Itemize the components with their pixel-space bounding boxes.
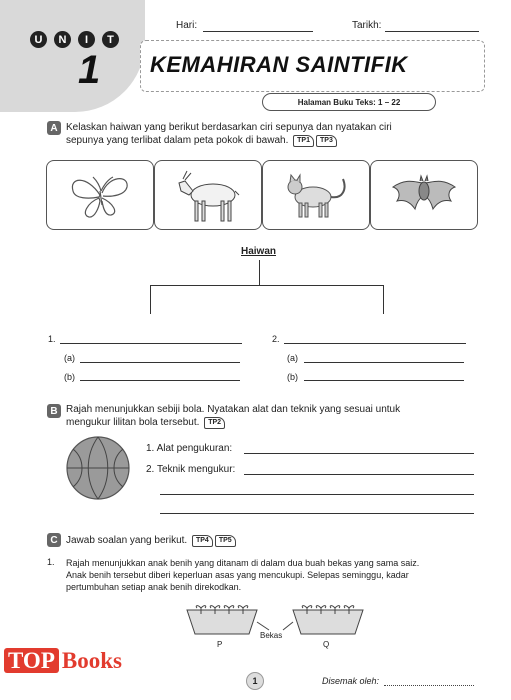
container-q-label: Q xyxy=(323,640,330,649)
tree-right-leg xyxy=(383,285,384,314)
animal-box-goat xyxy=(154,160,262,230)
tp-tag: TP3 xyxy=(316,135,337,147)
checked-by-field[interactable] xyxy=(384,685,474,686)
animal-box-cat xyxy=(262,160,370,230)
question-1-line1: Rajah menunjukkan anak benih yang ditanam di dalam dua buah bekas yang sama saiz. xyxy=(66,558,420,568)
section-c-question xyxy=(66,534,236,547)
section-b-line1: Rajah menunjukkan sebiji bola. Nyatakan alat dan teknik yang sesuai untuk xyxy=(66,404,401,415)
item-alat-label: 1. Alat pengukuran: xyxy=(146,443,233,454)
unit-letter: N xyxy=(54,31,71,48)
textbook-pages-badge: Halaman Buku Teks: 1 – 22 xyxy=(262,93,436,111)
answer-2-number: 2. xyxy=(272,334,280,344)
answer-1b-field[interactable] xyxy=(80,380,240,381)
topbooks-watermark xyxy=(4,648,122,674)
goat-icon xyxy=(155,161,261,229)
section-a-question xyxy=(66,121,486,147)
section-c-badge: C xyxy=(47,533,61,547)
answer-2a-field[interactable] xyxy=(304,362,464,363)
tree-root-label: Haiwan xyxy=(241,246,277,257)
ball-icon xyxy=(65,435,131,501)
watermark-top: TOP xyxy=(4,648,59,673)
answer-1-field[interactable] xyxy=(60,343,242,344)
answer-2-field[interactable] xyxy=(284,343,466,344)
section-a-line2: sepunya yang terlibat dalam peta pokok di bawah. xyxy=(66,135,289,146)
animal-box-bat xyxy=(370,160,478,230)
tarikh-field[interactable] xyxy=(385,31,479,32)
answer-2a-label: (a) xyxy=(287,353,298,363)
teknik-field-1[interactable] xyxy=(244,474,474,475)
answer-1b-label: (b) xyxy=(64,372,75,382)
tp-tag: TP5 xyxy=(215,535,236,547)
teknik-field-2[interactable] xyxy=(160,494,474,495)
section-c-line1: Jawab soalan yang berikut. xyxy=(66,535,188,546)
checked-by-label: Disemak oleh: xyxy=(322,676,380,686)
butterfly-icon xyxy=(47,161,153,229)
answer-1a-label: (a) xyxy=(64,353,75,363)
tree-branch xyxy=(150,285,383,286)
unit-letter: I xyxy=(78,31,95,48)
unit-tab xyxy=(0,0,145,112)
answer-1-number: 1. xyxy=(48,334,56,344)
container-p-label: P xyxy=(217,640,223,649)
watermark-books: Books xyxy=(61,648,122,673)
tp-tag: TP2 xyxy=(204,417,225,429)
answer-2b-field[interactable] xyxy=(304,380,464,381)
question-1-text xyxy=(66,557,419,593)
hari-label: Hari: xyxy=(176,20,198,31)
section-a-badge: A xyxy=(47,121,61,135)
cat-icon xyxy=(263,161,369,229)
section-a-line1: Kelaskan haiwan yang berikut berdasarkan ciri sepunya dan nyatakan ciri xyxy=(66,122,392,133)
bat-icon xyxy=(371,161,477,229)
teknik-field-3[interactable] xyxy=(160,513,474,514)
container-bekas-label: Bekas xyxy=(260,631,283,640)
tree-stem xyxy=(259,260,260,285)
section-b-line2: mengukur lilitan bola tersebut. xyxy=(66,417,200,428)
tp-tag: TP4 xyxy=(192,535,213,547)
question-1-line2: Anak benih tersebut diberi keperluan asas yang mencukupi. Selepas seminggu, kadar xyxy=(66,570,409,580)
unit-letter: T xyxy=(102,31,119,48)
page-title: KEMAHIRAN SAINTIFIK xyxy=(150,52,408,77)
question-1-line3: pertumbuhan setiap anak benih direkodkan. xyxy=(66,582,242,592)
item-teknik-label: 2. Teknik mengukur: xyxy=(146,464,236,475)
answer-1a-field[interactable] xyxy=(80,362,240,363)
section-b-question xyxy=(66,403,486,429)
alat-field[interactable] xyxy=(244,453,474,454)
answer-2b-label: (b) xyxy=(287,372,298,382)
tp-tag: TP1 xyxy=(293,135,314,147)
tarikh-label: Tarikh: xyxy=(352,20,382,31)
tree-left-leg xyxy=(150,285,151,314)
page-number: 1 xyxy=(246,672,264,690)
animal-box-butterfly xyxy=(46,160,154,230)
hari-field[interactable] xyxy=(203,31,313,32)
unit-number: 1 xyxy=(78,48,101,92)
section-b-badge: B xyxy=(47,404,61,418)
unit-letter: U xyxy=(30,31,47,48)
question-1-number: 1. xyxy=(47,557,55,567)
